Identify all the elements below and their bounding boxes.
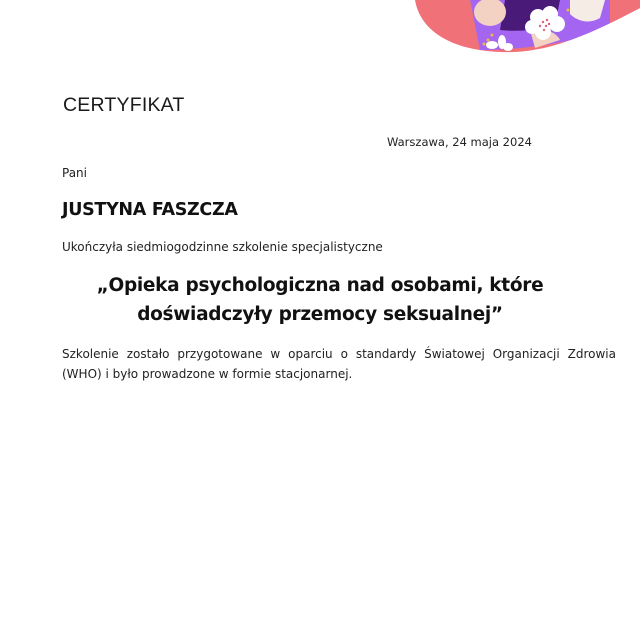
certificate-title: CERTYFIKAT bbox=[63, 94, 185, 116]
completion-statement: Ukończyła siedmiogodzinne szkolenie specjalistyczne bbox=[62, 240, 383, 254]
course-title-line-1: „Opieka psychologiczna nad osobami, które bbox=[96, 275, 544, 296]
course-description: Szkolenie zostało przygotowane w oparciu o standardy Światowej Organizacji Zdrowia (WHO) i było prowadzone w formie stacjonarnej. bbox=[62, 347, 616, 381]
course-title-line-2: doświadczyły przemocy seksualnej” bbox=[137, 304, 503, 325]
issue-date: Warszawa, 24 maja 2024 bbox=[387, 135, 532, 149]
floral-illustration-decoration bbox=[410, 0, 640, 56]
recipient-name: JUSTYNA FASZCZA bbox=[62, 200, 238, 220]
course-title bbox=[62, 271, 578, 329]
salutation: Pani bbox=[62, 166, 87, 180]
